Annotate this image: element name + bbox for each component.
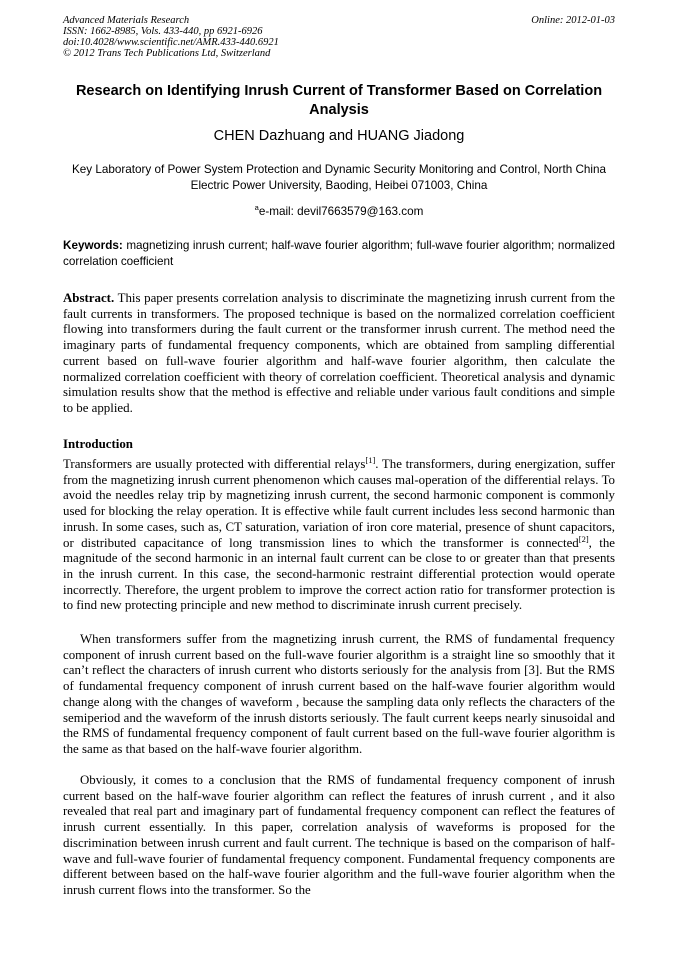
keywords-text: magnetizing inrush current; half-wave fourier algorithm; full-wave fourier algorithm; normalized correlation coefficient: [63, 239, 615, 268]
journal-header: [63, 15, 615, 59]
citation-ref-1[interactable]: [1]: [365, 455, 376, 465]
introduction-paragraph-1: [63, 457, 615, 614]
introduction-paragraph-2: When transformers suffer from the magnetizing inrush current, the RMS of fundamental frequency component of inrush current based on the full-wave fourier algorithm is a straight line so smoothly that it can’t reflect the characters of inrush current who distorts seriously for the analysis from [3]. But the RMS of fundamental frequency component of inrush current based on the half-wave fourier algorithm would change along with the changes of waveform , because the sampling data only reflects the characters of the semiperiod and the waveform of the inrush distorts seriously. The fault current keeps nearly sinusoidal and the RMS of fundamental frequency component of fault current based on the full-wave fourier algorithm is the same as that based on the half-wave fourier algorithm.: [63, 632, 615, 756]
keywords-section: [63, 238, 615, 270]
paper-title: Research on Identifying Inrush Current of Transformer Based on Correlation Analysis: [75, 83, 603, 118]
introduction-heading: Introduction: [63, 437, 133, 451]
abstract-text: This paper presents correlation analysis to discriminate the magnetizing inrush current from the fault currents in transformers. The proposed technique is based on the normalized correlation coefficient flowing into transformers during the fault current or the transformer inrush current. The method need the imaginary parts of fundamental frequency components, which are obtained from sampling differential current based on full-wave fourier algorithm and half-wave fourier algorithm, then calculate the normalized correlation coefficient with theory of correlation coefficient. Theoretical analysis and dynamic simulation results show that the method is effective and reliable under various fault conditions and simple to be applied.: [63, 291, 615, 415]
author-email: [63, 204, 615, 219]
journal-name: Advanced Materials Research: [63, 15, 190, 26]
keywords-label: Keywords:: [63, 239, 123, 252]
affiliation: Key Laboratory of Power System Protection and Dynamic Security Monitoring and Control, North China Electric Power University, Baoding, Heibei 071003, China: [72, 163, 606, 192]
doi-line[interactable]: doi:10.4028/www.scientific.net/AMR.433-440.6921: [63, 37, 279, 48]
email-marker: a: [254, 203, 259, 212]
abstract-section: [63, 291, 615, 417]
citation-ref-2[interactable]: [2]: [578, 533, 589, 544]
introduction-paragraph-3: Obviously, it comes to a conclusion that the RMS of fundamental frequency component of inrush current based on the half-wave fourier algorithm can reflect the features of inrush current , and it also revealed that real part and imaginary part of fundamental frequency component can reflect the features of inrush current essentially. In this paper, correlation analysis of waveforms is proposed for the discrimination between inrush current and fault current. The technique is based on the comparison of half-wave and full-wave fourier of fundamental frequency component. Fundamental frequency components are different between based on the half-wave fourier algorithm and the full-wave fourier algorithm when the inrush current flows into the transformer. So the: [63, 773, 615, 897]
issn-line: ISSN: 1662-8985, Vols. 433-440, pp 6921-6926: [63, 26, 263, 37]
online-date: Online: 2012-01-03: [531, 15, 615, 26]
para1-text-b: . The transformers, during energization, suffer from the magnetizing inrush current phenomenon which causes mal-operation of the differential relays. To avoid the needles relay trip by magnetizing inrush current, the second harmonic component is commonly used for blocking the relay operation. It is effective while fault current includes less second harmonic than inrush. In some cases, such as, CT saturation, variation of iron core material, presence of shunt capacitors, or distributed capacitance of long transmission lines to which the transformer is connected: [63, 457, 615, 550]
copyright-line: © 2012 Trans Tech Publications Ltd, Switzerland: [63, 48, 271, 59]
author-list: CHEN Dazhuang and HUANG Jiadong: [213, 128, 465, 144]
email-text[interactable]: e-mail: devil7663579@163.com: [258, 205, 424, 218]
para1-text-c: , the magnitude of the second harmonic in an internal fault current can be close to or greater than that presents in the inrush current. In this case, the second-harmonic restraint differential protection would operate incorrectly. Therefore, the urgent problem to improve the correct action ratio for transformer protection is to find new protecting principle and new method to discriminate inrush current precisely.: [63, 535, 616, 613]
para1-text-a: Transformers are usually protected with differential relays: [63, 457, 366, 471]
abstract-label: Abstract.: [63, 291, 115, 305]
